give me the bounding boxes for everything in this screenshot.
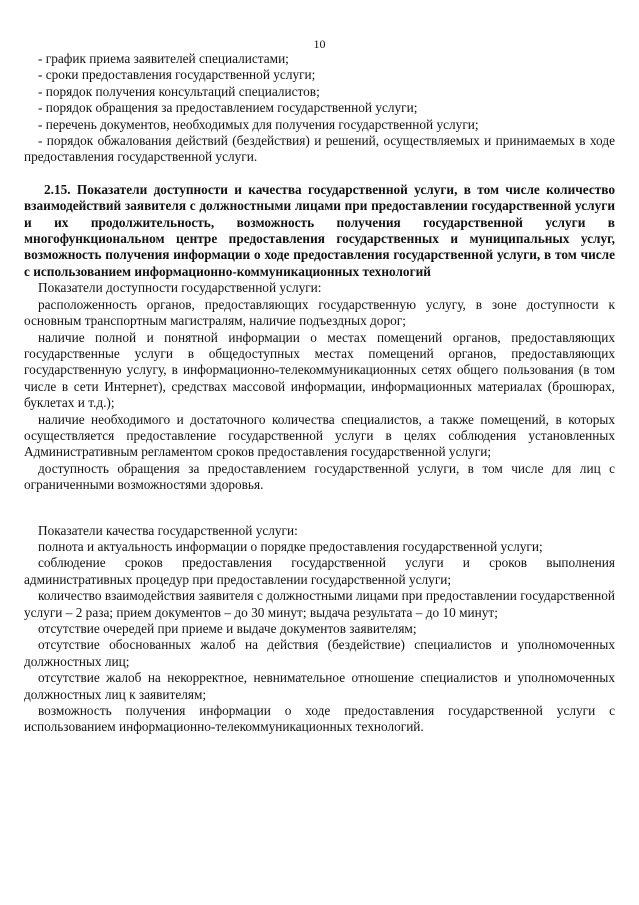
page-content xyxy=(24,51,615,736)
list-item: - порядок обращения за предоставлением государственной услуги; xyxy=(38,100,418,116)
list-item: - порядок обжалования действий (бездействия) и решений, осуществляемых и принимаемых в ходе предоставления государственной услуги. xyxy=(24,133,615,165)
accessibility-heading: Показатели доступности государственной услуги: xyxy=(38,280,322,296)
list-item: доступность обращения за предоставлением государственной услуги, в том числе для лиц с ограниченными возможностями здоровья. xyxy=(24,460,615,493)
list-item: отсутствие жалоб на некорректное, невнимательное отношение специалистов и уполномоченных должностных лиц к заявителям; xyxy=(24,670,615,702)
list-item: - перечень документов, необходимых для получения государственной услуги; xyxy=(38,116,479,132)
list-item: количество взаимодействия заявителя с должностными лицами при предоставлении государственной услуги – 2 раза; прием документов – до 30 минут; выдача результата – до 10 минут; xyxy=(24,588,615,620)
quality-list xyxy=(24,539,615,736)
paragraph-gap xyxy=(24,494,615,523)
accessibility-list xyxy=(24,297,615,494)
list-item: отсутствие обоснованных жалоб на действия (бездействие) специалистов и уполномоченных должностных лиц; xyxy=(24,637,615,669)
list-item: отсутствие очередей при приеме и выдаче документов заявителям; xyxy=(38,621,417,636)
page-number: 10 xyxy=(313,37,326,51)
section-title: 2.15. Показатели доступности и качества государственной услуги, в том числе количество взаимодействий заявителя с должностными лицами при предоставлении государственной услуги и их продолжительность, возможность получения государственной услуги в многофункциональном центре предоставления государственных и муниципальных услуг, возможность получения информации о ходе предоставления государственной услуги, в том числе с использованием информационно-коммуникационных технологий xyxy=(24,181,615,279)
list-item: - порядок получения консультаций специалистов; xyxy=(38,83,320,99)
intro-list xyxy=(24,51,615,166)
list-item: расположенность органов, предоставляющих государственную услугу, в зоне доступности к основным транспортным магистралям, наличие подъездных дорог; xyxy=(24,296,615,329)
list-item: возможность получения информации о ходе предоставления государственной услуги с использованием информационно-телекоммуникационных технологий. xyxy=(24,703,615,735)
list-item: - сроки предоставления государственной услуги; xyxy=(38,67,316,83)
quality-heading: Показатели качества государственной услуги: xyxy=(38,522,298,538)
list-item: соблюдение сроков предоставления государственной услуги и сроков выполнения административных процедур при предоставлении государственной услуги; xyxy=(24,555,615,587)
list-item: - график приема заявителей специалистами; xyxy=(38,51,289,66)
list-item: наличие полной и понятной информации о местах помещений органов, предоставляющих государственные услуги в общедоступных местах помещений органов, предоставляющих государственную услугу, в информационно-телекоммуникационных сетях общего пользования (в том числе в сети Интернет), средствах массовой информации, информационных материалах (брошюрах, буклетах и т.д.); xyxy=(24,329,615,411)
list-item: полнота и актуальность информации о порядке предоставления государственной услуги; xyxy=(38,538,543,554)
list-item: наличие необходимого и достаточного количества специалистов, а также помещений, в которых осуществляется предоставление государственной услуги в целях соблюдения установленных Административным регламентом сроков предоставления государственной услуги; xyxy=(24,411,615,460)
